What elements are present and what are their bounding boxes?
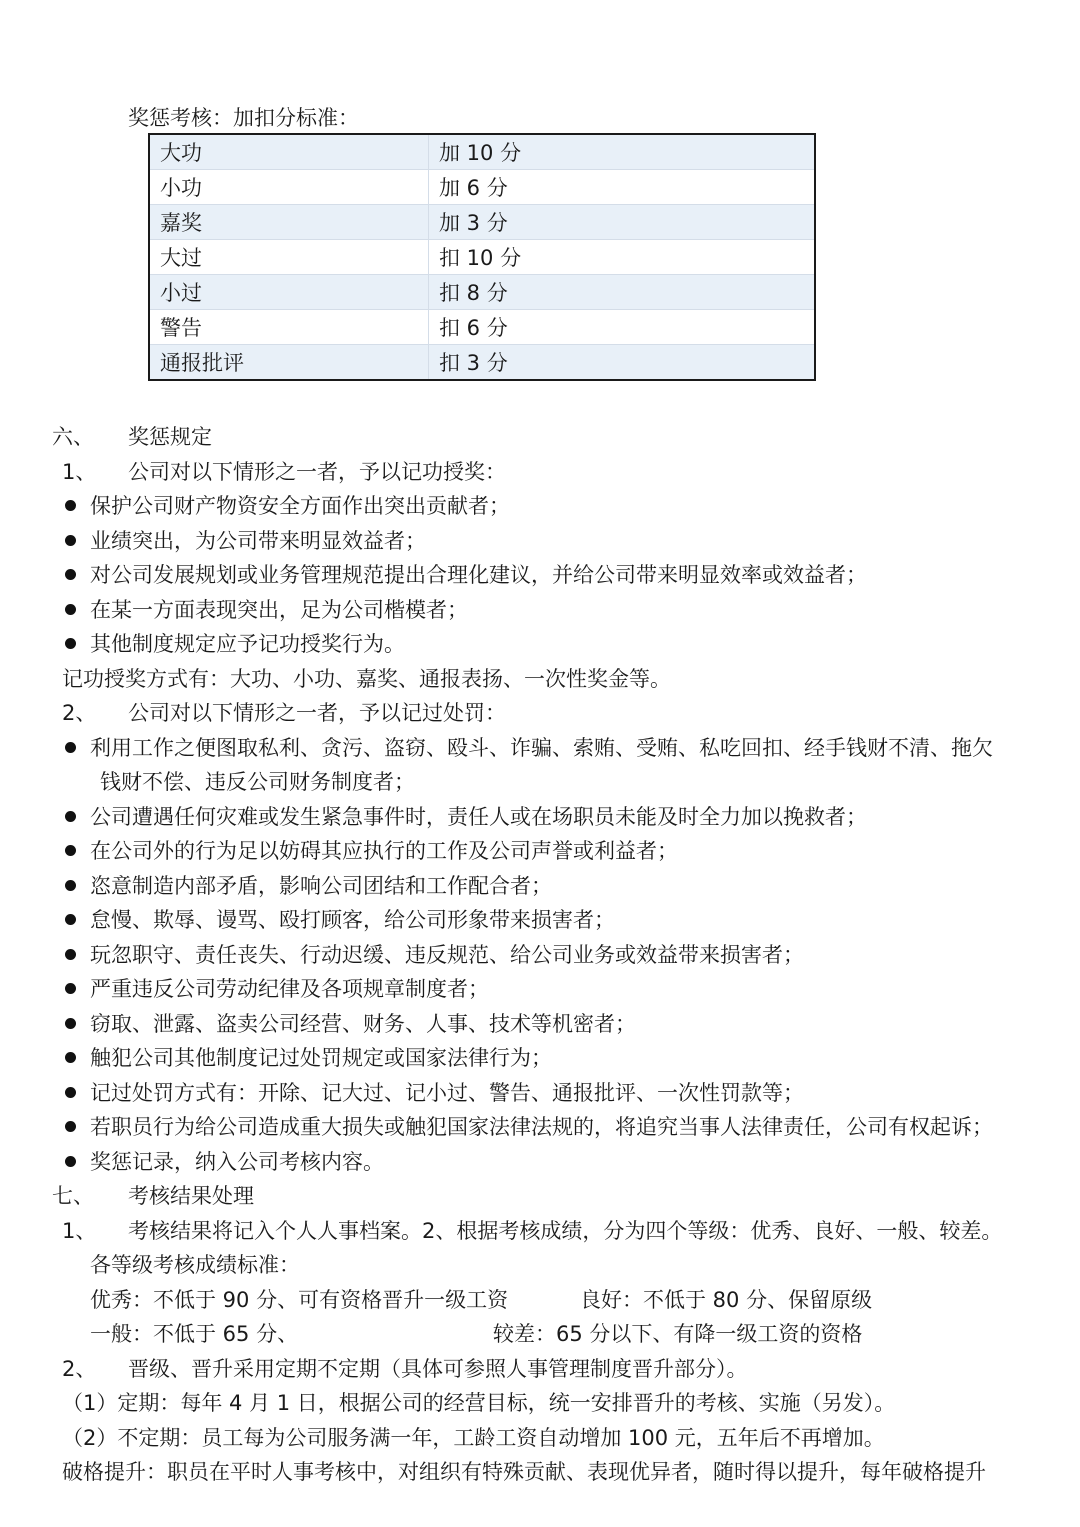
list-item: 窃取、泄露、盗卖公司经营、财务、人事、技术等机密者；: [90, 1012, 636, 1036]
s7-item2-number: 2、: [62, 1357, 97, 1381]
score-value: 扣 6 分: [429, 310, 816, 345]
score-value: 扣 3 分: [429, 345, 816, 381]
bullet-icon: [65, 1052, 76, 1063]
score-item: 嘉奖: [149, 205, 429, 240]
bullet-icon: [65, 569, 76, 580]
bullet-icon: [65, 1087, 76, 1098]
list-item: 玩忽职守、责任丧失、行动迟缓、违反规范、给公司业务或效益带来损害者；: [90, 943, 804, 967]
grade-poor: 较差：65 分以下、有降一级工资的资格: [493, 1322, 863, 1346]
promotion-exceptional: 破格提升：职员在平时人事考核中，对组织有特殊贡献、表现优异者，随时得以提升，每年破格提升: [62, 1460, 986, 1484]
s6-item2-number: 2、: [62, 701, 97, 725]
score-item: 警告: [149, 310, 429, 345]
bullet-icon: [65, 949, 76, 960]
list-item: 怠慢、欺辱、谩骂、殴打顾客，给公司形象带来损害者；: [90, 908, 615, 932]
score-value: 加 6 分: [429, 170, 816, 205]
s7-item2-text: 晋级、晋升采用定期不定期（具体可参照人事管理制度晋升部分）。: [128, 1357, 748, 1381]
s7-item1-number: 1、: [62, 1219, 97, 1243]
section6-number: 六、: [52, 425, 94, 449]
table-caption: 奖惩考核：加扣分标准：: [128, 106, 359, 130]
bullet-icon: [65, 1156, 76, 1167]
list-item: 在某一方面表现突出，足为公司楷模者；: [90, 598, 468, 622]
score-item: 小过: [149, 275, 429, 310]
standards-label: 各等级考核成绩标准：: [90, 1253, 300, 1277]
section7-number: 七、: [52, 1184, 94, 1208]
list-item: 公司遭遇任何灾难或发生紧急事件时，责任人或在场职员未能及时全力加以挽救者；: [90, 805, 867, 829]
table-row: [149, 345, 815, 381]
list-item: 严重违反公司劳动纪律及各项规章制度者；: [90, 977, 489, 1001]
score-table: [148, 133, 816, 381]
list-item: 利用工作之便图取私利、贪污、盗窃、殴斗、诈骗、索贿、受贿、私吃回扣、经手钱财不清、拖欠: [90, 736, 993, 760]
list-item: 恣意制造内部矛盾，影响公司团结和工作配合者；: [90, 874, 552, 898]
bullet-icon: [65, 535, 76, 546]
score-value: 扣 8 分: [429, 275, 816, 310]
table-row: [149, 170, 815, 205]
reward-methods: 记功授奖方式有：大功、小功、嘉奖、通报表扬、一次性奖金等。: [62, 667, 671, 691]
score-item: 通报批评: [149, 345, 429, 381]
score-value: 加 10 分: [429, 134, 816, 170]
bullet-icon: [65, 500, 76, 511]
bullet-icon: [65, 983, 76, 994]
promotion-irregular: （2）不定期：员工每为公司服务满一年，工龄工资自动增加 100 元，五年后不再增加。: [62, 1426, 885, 1450]
bullet-icon: [65, 742, 76, 753]
list-item: 若职员行为给公司造成重大损失或触犯国家法律法规的，将追究当事人法律责任，公司有权起诉；: [90, 1115, 993, 1139]
section6-title: 奖惩规定: [128, 425, 212, 449]
s6-item1-text: 公司对以下情形之一者，予以记功授奖：: [128, 460, 506, 484]
score-value: 扣 10 分: [429, 240, 816, 275]
grade-good: 良好：不低于 80 分、保留原级: [580, 1288, 873, 1312]
score-item: 小功: [149, 170, 429, 205]
bullet-icon: [65, 604, 76, 615]
list-item: 对公司发展规划或业务管理规范提出合理化建议，并给公司带来明显效率或效益者；: [90, 563, 867, 587]
s6-item2-text: 公司对以下情形之一者，予以记过处罚：: [128, 701, 506, 725]
table-row: [149, 275, 815, 310]
s7-item1-text: 考核结果将记入个人人事档案。2、根据考核成绩，分为四个等级：优秀、良好、一般、较差。: [128, 1219, 1003, 1243]
list-item-continuation: 钱财不偿、违反公司财务制度者；: [100, 770, 415, 794]
bullet-icon: [65, 1121, 76, 1132]
bullet-icon: [65, 880, 76, 891]
score-value: 加 3 分: [429, 205, 816, 240]
list-item: 记过处罚方式有：开除、记大过、记小过、警告、通报批评、一次性罚款等；: [90, 1081, 804, 1105]
bullet-icon: [65, 914, 76, 925]
bullet-icon: [65, 845, 76, 856]
grade-excellent: 优秀：不低于 90 分、可有资格晋升一级工资: [90, 1288, 509, 1312]
table-row: [149, 205, 815, 240]
section7-title: 考核结果处理: [128, 1184, 254, 1208]
grade-average: 一般：不低于 65 分、: [90, 1322, 299, 1346]
list-item: 保护公司财产物资安全方面作出突出贡献者；: [90, 494, 510, 518]
list-item: 在公司外的行为足以妨碍其应执行的工作及公司声誉或利益者；: [90, 839, 678, 863]
table-row: [149, 310, 815, 345]
score-item: 大功: [149, 134, 429, 170]
table-row: [149, 134, 815, 170]
score-item: 大过: [149, 240, 429, 275]
list-item: 业绩突出，为公司带来明显效益者；: [90, 529, 426, 553]
list-item: 触犯公司其他制度记过处罚规定或国家法律行为；: [90, 1046, 552, 1070]
bullet-icon: [65, 811, 76, 822]
table-row: [149, 240, 815, 275]
list-item: 奖惩记录，纳入公司考核内容。: [90, 1150, 384, 1174]
list-item: 其他制度规定应予记功授奖行为。: [90, 632, 405, 656]
s6-item1-number: 1、: [62, 460, 97, 484]
bullet-icon: [65, 638, 76, 649]
bullet-icon: [65, 1018, 76, 1029]
promotion-regular: （1）定期：每年 4 月 1 日，根据公司的经营目标，统一安排晋升的考核、实施（另发）。: [62, 1391, 896, 1415]
